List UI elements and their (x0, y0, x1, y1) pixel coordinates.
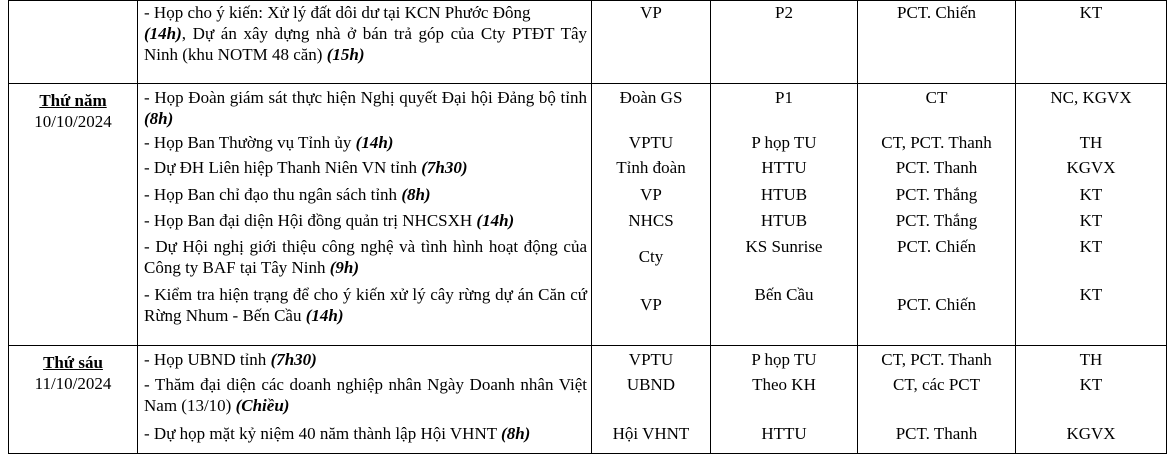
item-host: VPTU (628, 133, 674, 152)
day-date: 11/10/2024 (34, 374, 112, 393)
item-time: (9h) (329, 258, 360, 277)
item-content: - Họp UBND tỉnh (7h30) (144, 350, 317, 369)
schedule-row (9, 1, 1167, 84)
day-cell (9, 1, 138, 84)
item-host: NHCS (628, 211, 674, 230)
item-content: - Họp Đoàn giám sát thực hiện Nghị quyết Đại hội Đảng bộ tỉnh (8h) (144, 88, 587, 128)
day-cell (9, 84, 138, 346)
item-place: HTUB (760, 211, 808, 230)
item-time: (7h30) (270, 350, 317, 369)
item-place: P họp TU (751, 133, 817, 152)
item-content: - Kiểm tra hiện trạng để cho ý kiến xử lý cây rừng dự án Căn cứ Rừng Nhum - Bến Cầu (14h) (144, 285, 587, 325)
host-cell (592, 346, 711, 454)
item-lead: PCT. Thắng (895, 185, 978, 204)
day-date: 10/10/2024 (34, 112, 112, 131)
day-name: Thứ sáu (43, 353, 103, 372)
team-cell (1016, 84, 1167, 346)
item-content: - Họp Ban Thường vụ Tỉnh ủy (14h) (144, 133, 394, 152)
schedule-row (9, 346, 1167, 454)
item-host: UBND (626, 375, 676, 394)
item-lead: CT, PCT. Thanh (881, 133, 992, 152)
lead-cell (858, 1, 1016, 84)
item-lead: PCT. Thanh (895, 424, 978, 443)
item-team: TH (1079, 133, 1103, 152)
item-time: (14h) (144, 24, 182, 43)
item-time: (14h) (305, 306, 344, 325)
item-place: KS Sunrise (745, 237, 823, 256)
item-time: (8h) (144, 109, 174, 128)
place-cell (711, 84, 858, 346)
lead-cell (858, 84, 1016, 346)
place-cell (711, 346, 858, 454)
item-lead: CT, các PCT (892, 375, 981, 394)
item-host: Tỉnh đoàn (616, 158, 686, 177)
team-cell (1016, 1, 1167, 84)
item-place: HTTU (761, 424, 807, 443)
item-lead: PCT. Thắng (895, 211, 978, 230)
item-content: - Họp Ban đại diện Hội đồng quản trị NHCSXH (14h) (144, 211, 515, 230)
item-content: - Dự họp mặt kỷ niệm 40 năm thành lập Hội VHNT (8h) (144, 424, 531, 443)
item-team: KGVX (1066, 158, 1116, 177)
content-cell (138, 346, 592, 454)
item-time: (14h) (476, 211, 515, 230)
item-team: KT (1079, 3, 1103, 22)
item-team: KGVX (1066, 424, 1116, 443)
item-place: P2 (775, 3, 793, 22)
item-lead: PCT. Chiến (896, 295, 977, 314)
item-lead: PCT. Thanh (895, 158, 978, 177)
item-host: VP (640, 295, 662, 314)
item-content: - Họp cho ý kiến: Xử lý đất dôi dư tại KCN Phước Đông (14h), Dự án xây dựng nhà ở bán trả góp của Cty PTĐT Tây Ninh (khu NOTM 48 căn) (15h) (144, 3, 587, 64)
content-cell (138, 1, 592, 84)
item-place: Bến Cầu (754, 285, 814, 304)
item-content: - Thăm đại diện các doanh nghiệp nhân Ngày Doanh nhân Việt Nam (13/10) (Chiều) (144, 375, 587, 415)
schedule-table (8, 0, 1167, 454)
item-place: HTTU (761, 158, 807, 177)
schedule-row (9, 84, 1167, 346)
item-team: KT (1079, 237, 1103, 256)
item-time: (15h) (326, 45, 365, 64)
day-cell (9, 346, 138, 454)
item-content: - Dự Hội nghị giới thiệu công nghệ và tình hình hoạt động của Công ty BAF tại Tây Ninh (9h) (144, 237, 587, 277)
item-time: (8h) (501, 424, 531, 443)
item-place: HTUB (760, 185, 808, 204)
place-cell (711, 1, 858, 84)
item-time: (7h30) (421, 158, 468, 177)
item-lead: CT, PCT. Thanh (881, 350, 992, 369)
day-name: Thứ năm (39, 91, 107, 110)
item-team: KT (1079, 211, 1103, 230)
item-team: NC, KGVX (1050, 88, 1132, 107)
lead-cell (858, 346, 1016, 454)
item-content: - Họp Ban chỉ đạo thu ngân sách tỉnh (8h) (144, 185, 431, 204)
item-time: (14h) (355, 133, 394, 152)
item-host: Đoàn GS (619, 88, 683, 107)
item-host: Hội VHNT (612, 424, 690, 443)
item-time: (8h) (401, 185, 431, 204)
host-cell (592, 1, 711, 84)
item-host: VP (640, 3, 662, 22)
item-team: KT (1079, 285, 1103, 304)
item-content: - Dự ĐH Liên hiệp Thanh Niên VN tỉnh (7h30) (144, 158, 468, 177)
item-time: (Chiều) (235, 396, 290, 415)
team-cell (1016, 346, 1167, 454)
item-lead: PCT. Chiến (896, 237, 977, 256)
item-lead: CT (925, 88, 948, 107)
item-team: TH (1079, 350, 1103, 369)
item-team: KT (1079, 185, 1103, 204)
item-host: Cty (638, 247, 664, 266)
item-place: Theo KH (752, 375, 816, 394)
item-place: P họp TU (751, 350, 817, 369)
item-team: KT (1079, 375, 1103, 394)
item-place: P1 (775, 88, 793, 107)
item-lead: PCT. Chiến (896, 3, 977, 22)
item-host: VP (640, 185, 662, 204)
item-host: VPTU (628, 350, 674, 369)
content-cell (138, 84, 592, 346)
host-cell (592, 84, 711, 346)
